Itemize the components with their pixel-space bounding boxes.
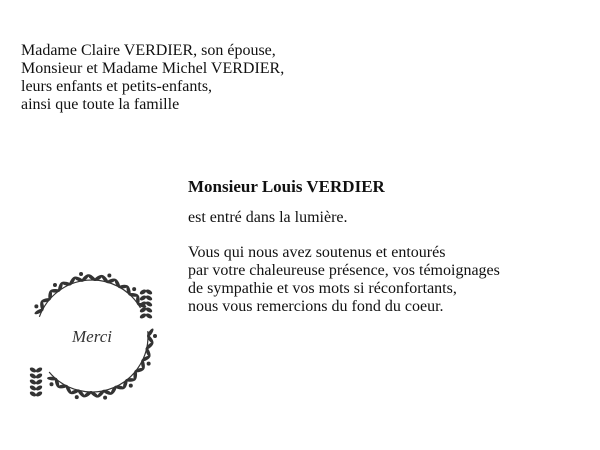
floral-wreath-icon <box>18 262 166 410</box>
family-line: Madame Claire VERDIER, son épouse, <box>21 42 276 59</box>
thanks-line: Vous qui nous avez soutenus et entourés <box>188 244 446 261</box>
family-line: leurs enfants et petits-enfants, <box>21 78 213 95</box>
deceased-name: Monsieur Louis VERDIER <box>188 177 385 196</box>
thanks-line: par votre chaleureuse présence, vos témoignages <box>188 262 500 279</box>
wreath-text: Merci <box>72 327 112 346</box>
announcement-line: est entré dans la lumière. <box>188 209 348 226</box>
thanks-message <box>188 244 500 316</box>
thanks-line: nous vous remercions du fond du coeur. <box>188 298 444 315</box>
family-line: ainsi que toute la famille <box>21 96 180 113</box>
family-line: Monsieur et Madame Michel VERDIER, <box>21 60 285 77</box>
family-signatories <box>21 42 284 114</box>
thanks-line: de sympathie et vos mots si réconfortants, <box>188 280 457 297</box>
